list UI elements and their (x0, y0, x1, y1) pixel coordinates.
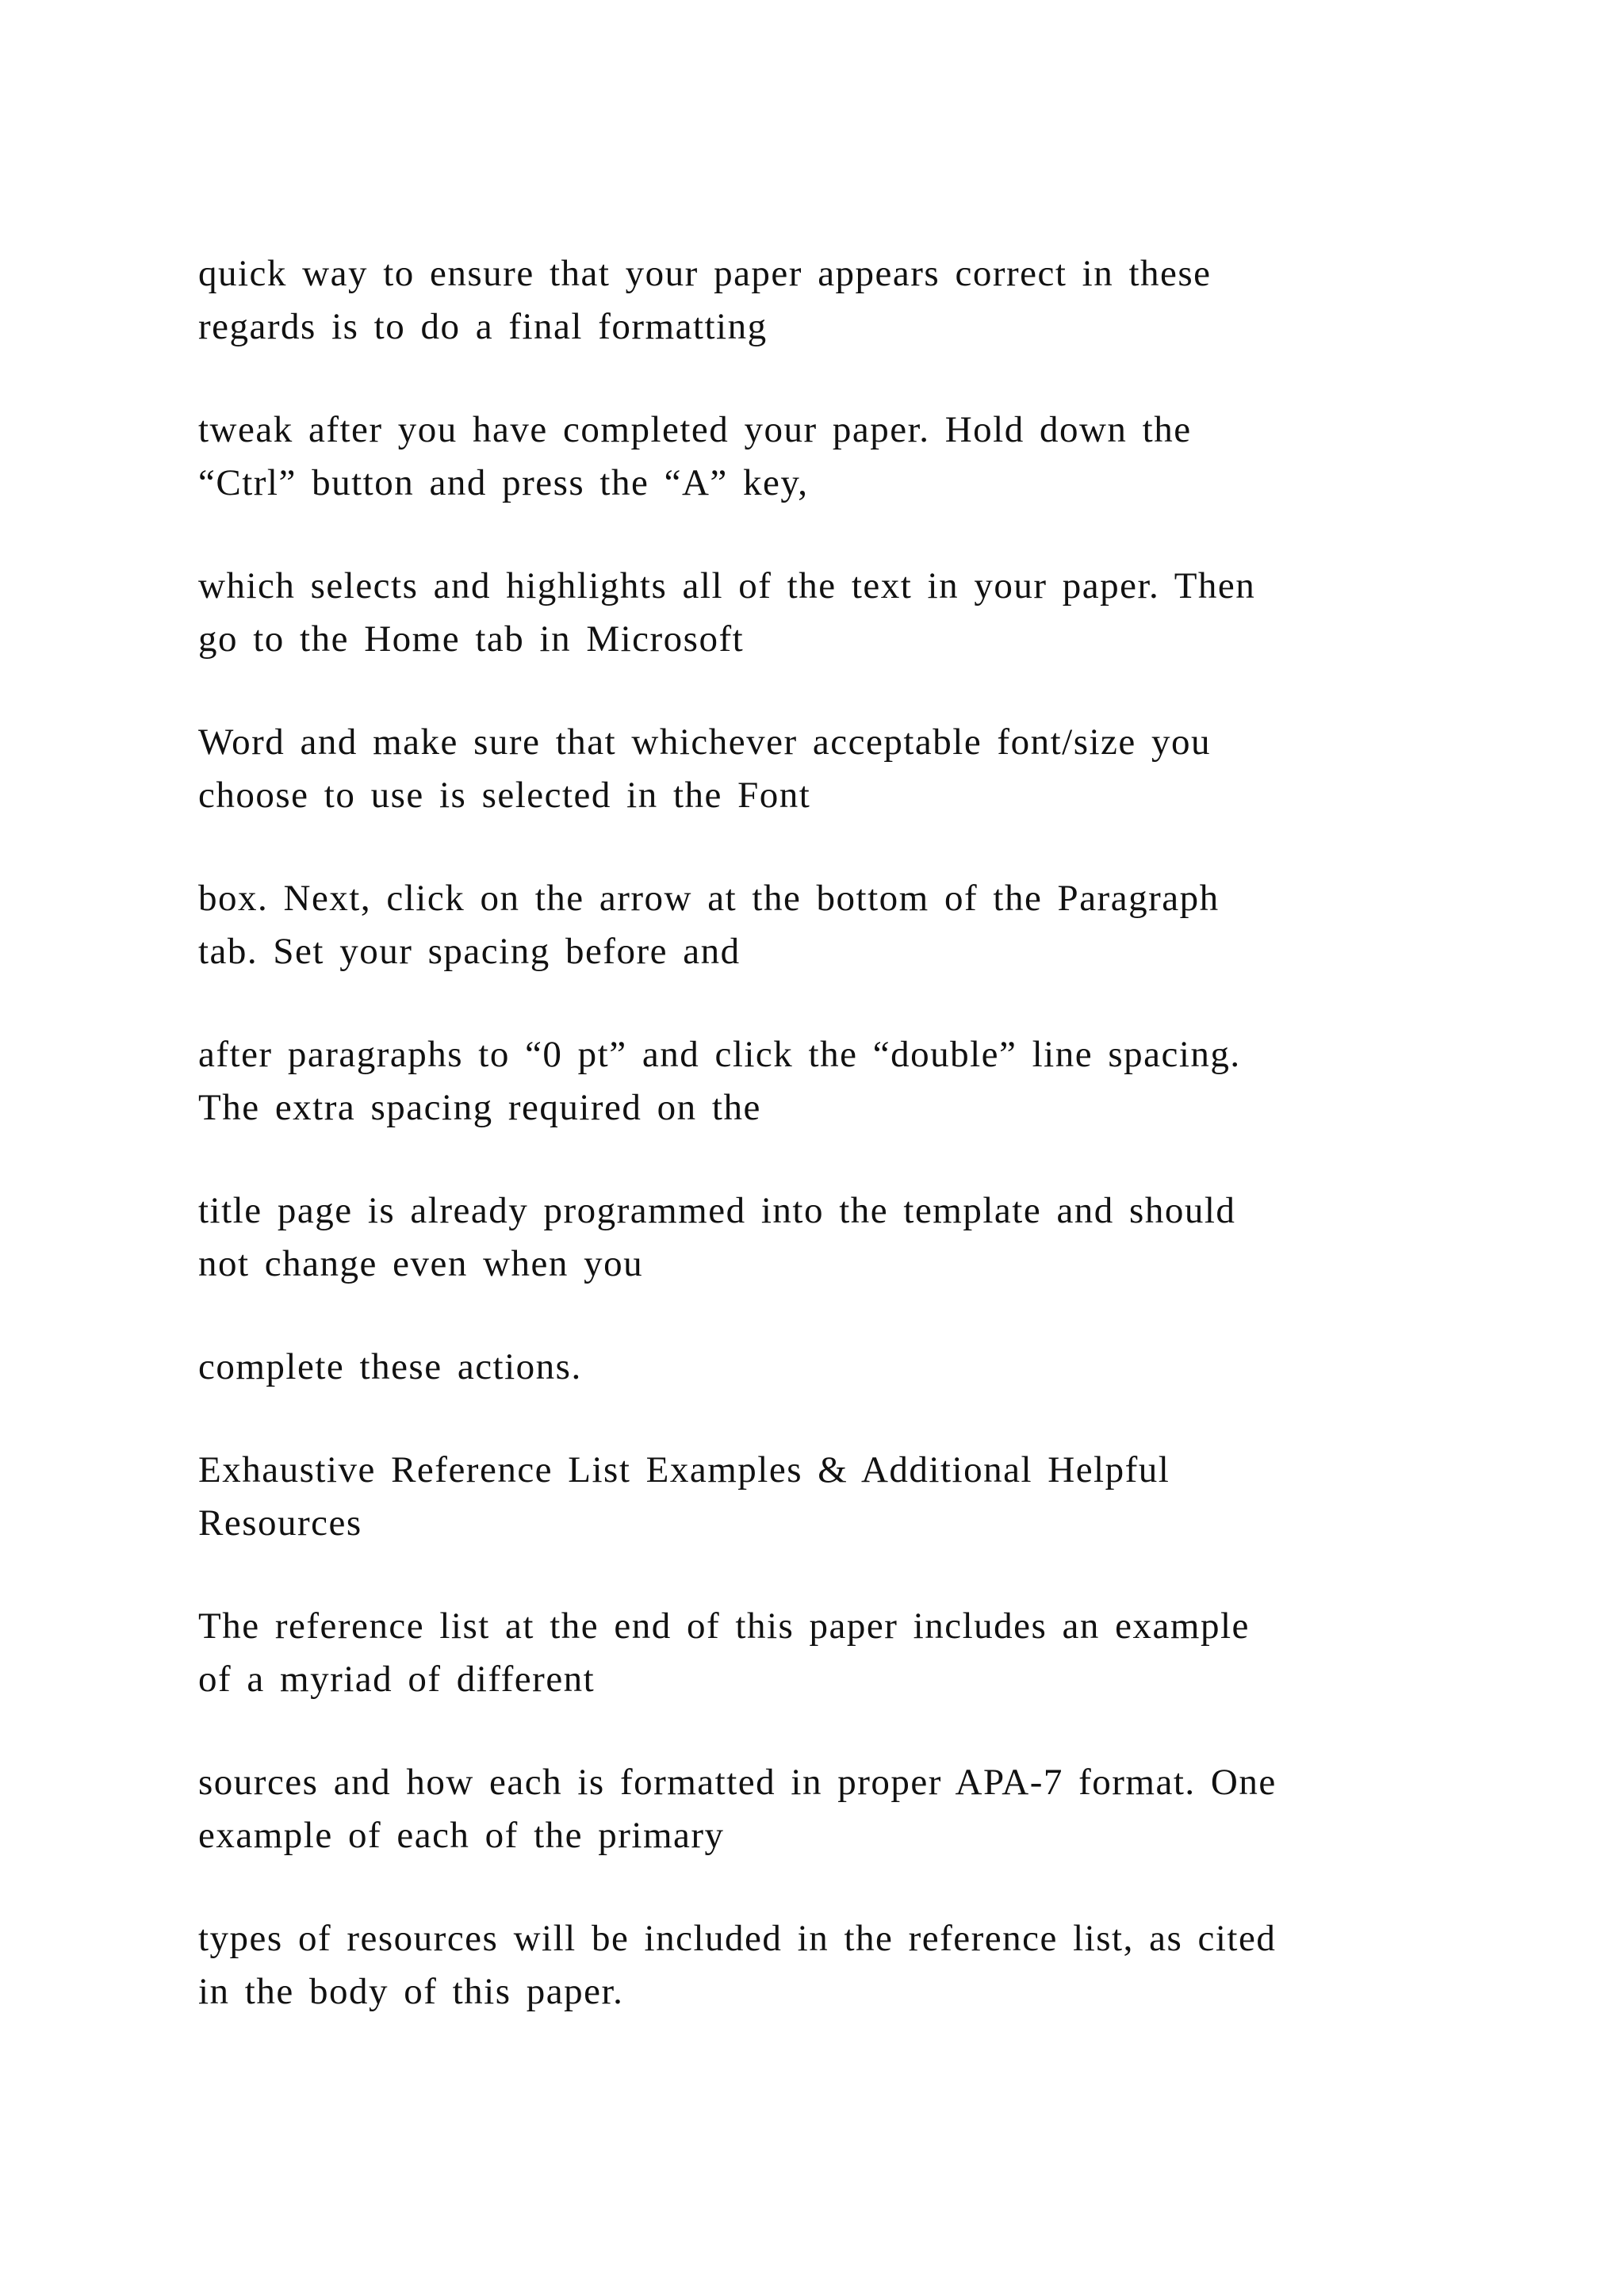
text-line: Exhaustive Reference List Examples & Additional Helpful (198, 1449, 1170, 1490)
text-line: regards is to do a final formatting (198, 306, 768, 347)
text-line: tweak after you have completed your paper. Hold down the (198, 409, 1192, 450)
paragraph (198, 560, 1451, 666)
paragraph (198, 1341, 1451, 1394)
text-line: types of resources will be included in the reference list, as cited (198, 1918, 1277, 1959)
text-line: which selects and highlights all of the text in your paper. Then (198, 565, 1256, 607)
paragraph (198, 1912, 1451, 2019)
text-line: tab. Set your spacing before and (198, 931, 741, 972)
text-line: Word and make sure that whichever acceptable font/size you (198, 721, 1212, 763)
text-line: of a myriad of different (198, 1659, 596, 1700)
text-line: go to the Home tab in Microsoft (198, 618, 745, 660)
paragraph (198, 1756, 1451, 1862)
text-line: not change even when you (198, 1243, 644, 1284)
paragraph (198, 1600, 1451, 1706)
text-line: complete these actions. (198, 1346, 582, 1387)
text-line: box. Next, click on the arrow at the bottom of the Paragraph (198, 878, 1220, 919)
text-line: choose to use is selected in the Font (198, 775, 811, 816)
text-line: The reference list at the end of this paper includes an example (198, 1605, 1250, 1647)
paragraph (198, 872, 1451, 978)
text-line: The extra spacing required on the (198, 1087, 761, 1128)
paragraph (198, 1028, 1451, 1135)
text-line: after paragraphs to “0 pt” and click the “double” line spacing. (198, 1034, 1241, 1075)
text-line: title page is already programmed into the template and should (198, 1190, 1236, 1231)
paragraph (198, 404, 1451, 510)
paragraph (198, 1184, 1451, 1291)
text-line: quick way to ensure that your paper appears correct in these (198, 253, 1212, 294)
section-heading (198, 1444, 1451, 1550)
text-line: “Ctrl” button and press the “A” key, (198, 462, 809, 503)
text-line: Resources (198, 1502, 362, 1544)
document-body (198, 247, 1451, 2068)
text-line: example of each of the primary (198, 1815, 725, 1856)
paragraph (198, 247, 1451, 354)
text-line: sources and how each is formatted in proper APA-7 format. One (198, 1762, 1277, 1803)
paragraph (198, 716, 1451, 822)
text-line: in the body of this paper. (198, 1971, 624, 2012)
